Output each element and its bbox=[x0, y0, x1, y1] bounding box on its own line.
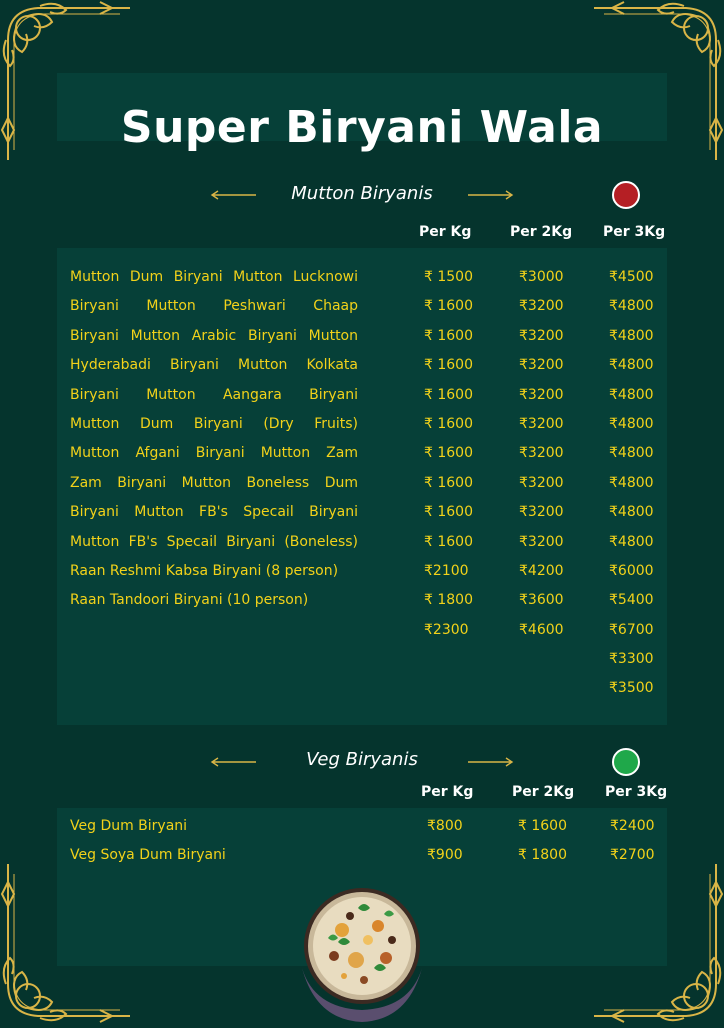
price-per-2kg: ₹3600 bbox=[519, 592, 564, 609]
price-per-kg: ₹ 1500 bbox=[424, 269, 473, 285]
menu-item-text: Veg Dum Biryani bbox=[70, 818, 188, 834]
price-per-3kg: ₹3500 bbox=[609, 680, 654, 697]
menu-item-text: Biryani Mutton Peshwari Chaap bbox=[70, 298, 358, 315]
price-per-kg: ₹ 1600 bbox=[424, 504, 473, 521]
mutton-price-column-per-kg bbox=[424, 263, 473, 645]
menu-item-text: Mutton Dum Biryani (Dry Fruits) bbox=[70, 415, 358, 432]
menu-item-text: Mutton Dum Biryani Mutton Lucknowi bbox=[70, 269, 358, 285]
price-per-2kg: ₹3200 bbox=[519, 327, 564, 344]
price-per-2kg: ₹3200 bbox=[519, 504, 564, 521]
menu-item-text: Mutton Afgani Biryani Mutton Zam bbox=[70, 445, 358, 462]
price-per-3kg: ₹4800 bbox=[609, 504, 654, 521]
price-per-3kg: ₹2400 bbox=[610, 818, 655, 834]
price-per-2kg: ₹3200 bbox=[519, 533, 564, 550]
price-per-kg: ₹2100 bbox=[424, 562, 469, 579]
price-per-2kg: ₹ 1800 bbox=[518, 847, 567, 864]
price-per-kg: ₹ 1600 bbox=[424, 327, 473, 344]
price-per-3kg: ₹4500 bbox=[609, 269, 654, 285]
menu-item-text: Zam Biryani Mutton Boneless Dum bbox=[70, 474, 358, 491]
price-per-3kg: ₹4800 bbox=[609, 533, 654, 550]
price-per-kg: ₹ 1600 bbox=[424, 386, 473, 403]
price-per-3kg: ₹4800 bbox=[609, 327, 654, 344]
price-per-2kg: ₹3200 bbox=[519, 445, 564, 462]
price-per-kg: ₹ 1600 bbox=[424, 415, 473, 432]
price-per-2kg: ₹3200 bbox=[519, 357, 564, 374]
veg-price-column-per-kg bbox=[427, 812, 463, 871]
price-per-3kg: ₹4800 bbox=[609, 386, 654, 403]
veg-price-column-per-2kg bbox=[518, 812, 567, 871]
price-per-kg: ₹800 bbox=[427, 818, 463, 834]
price-per-2kg: ₹3000 bbox=[519, 269, 564, 285]
right-arrow-icon bbox=[468, 757, 514, 767]
biryani-bowl-image bbox=[298, 880, 426, 1024]
veg-item-list bbox=[70, 812, 358, 871]
non-veg-indicator-icon bbox=[612, 181, 640, 209]
price-per-2kg: ₹3200 bbox=[519, 298, 564, 315]
price-per-2kg: ₹4200 bbox=[519, 562, 564, 579]
mutton-header-per-kg: Per Kg bbox=[419, 224, 472, 240]
price-per-3kg: ₹2700 bbox=[610, 847, 655, 864]
price-per-3kg: ₹6700 bbox=[609, 621, 654, 638]
menu-item-text: Biryani Mutton Aangara Biryani bbox=[70, 386, 358, 403]
left-arrow-icon bbox=[210, 757, 256, 767]
price-per-2kg: ₹ 1600 bbox=[518, 818, 567, 834]
mutton-price-column-per-2kg bbox=[519, 263, 564, 645]
veg-indicator-icon bbox=[612, 748, 640, 776]
menu-item-text: Raan Reshmi Kabsa Biryani (8 person) bbox=[70, 562, 339, 579]
price-per-3kg: ₹5400 bbox=[609, 592, 654, 609]
menu-item-text: Biryani Mutton Arabic Biryani Mutton bbox=[70, 327, 358, 344]
price-per-3kg: ₹4800 bbox=[609, 445, 654, 462]
price-per-2kg: ₹3200 bbox=[519, 474, 564, 491]
menu-item-text: Veg Soya Dum Biryani bbox=[70, 847, 226, 864]
price-per-3kg: ₹3300 bbox=[609, 651, 654, 668]
veg-header-per-2kg: Per 2Kg bbox=[512, 784, 575, 800]
right-arrow-icon bbox=[468, 190, 514, 200]
veg-section-title: Veg Biryanis bbox=[306, 749, 418, 770]
price-per-kg: ₹ 1600 bbox=[424, 533, 473, 550]
left-arrow-icon bbox=[210, 190, 256, 200]
mutton-price-column-per-3kg bbox=[609, 263, 654, 704]
price-per-kg: ₹ 1600 bbox=[424, 445, 473, 462]
price-per-3kg: ₹4800 bbox=[609, 415, 654, 432]
price-per-kg: ₹2300 bbox=[424, 621, 469, 638]
price-per-kg: ₹ 1600 bbox=[424, 298, 473, 315]
menu-item-text: Biryani Mutton FB's Specail Biryani bbox=[70, 504, 358, 521]
price-per-3kg: ₹4800 bbox=[609, 357, 654, 374]
page-title: Super Biryani Wala bbox=[120, 102, 604, 153]
price-per-kg: ₹ 1600 bbox=[424, 357, 473, 374]
price-per-3kg: ₹4800 bbox=[609, 474, 654, 491]
price-per-kg: ₹900 bbox=[427, 847, 463, 864]
price-per-2kg: ₹3200 bbox=[519, 415, 564, 432]
price-per-2kg: ₹3200 bbox=[519, 386, 564, 403]
price-per-kg: ₹ 1800 bbox=[424, 592, 473, 609]
veg-price-column-per-3kg bbox=[610, 812, 655, 871]
price-per-3kg: ₹6000 bbox=[609, 562, 654, 579]
mutton-item-list bbox=[70, 263, 358, 616]
price-per-kg: ₹ 1600 bbox=[424, 474, 473, 491]
menu-item-text: Hyderabadi Biryani Mutton Kolkata bbox=[70, 357, 358, 374]
menu-item-text: Mutton FB's Specail Biryani (Boneless) bbox=[70, 533, 358, 550]
price-per-3kg: ₹4800 bbox=[609, 298, 654, 315]
veg-header-per-3kg: Per 3Kg bbox=[605, 784, 668, 800]
price-per-2kg: ₹4600 bbox=[519, 621, 564, 638]
mutton-header-per-2kg: Per 2Kg bbox=[510, 224, 573, 240]
menu-item-text: Raan Tandoori Biryani (10 person) bbox=[70, 592, 309, 609]
veg-header-per-kg: Per Kg bbox=[421, 784, 474, 800]
mutton-section-title: Mutton Biryanis bbox=[291, 183, 433, 204]
mutton-header-per-3kg: Per 3Kg bbox=[603, 224, 666, 240]
